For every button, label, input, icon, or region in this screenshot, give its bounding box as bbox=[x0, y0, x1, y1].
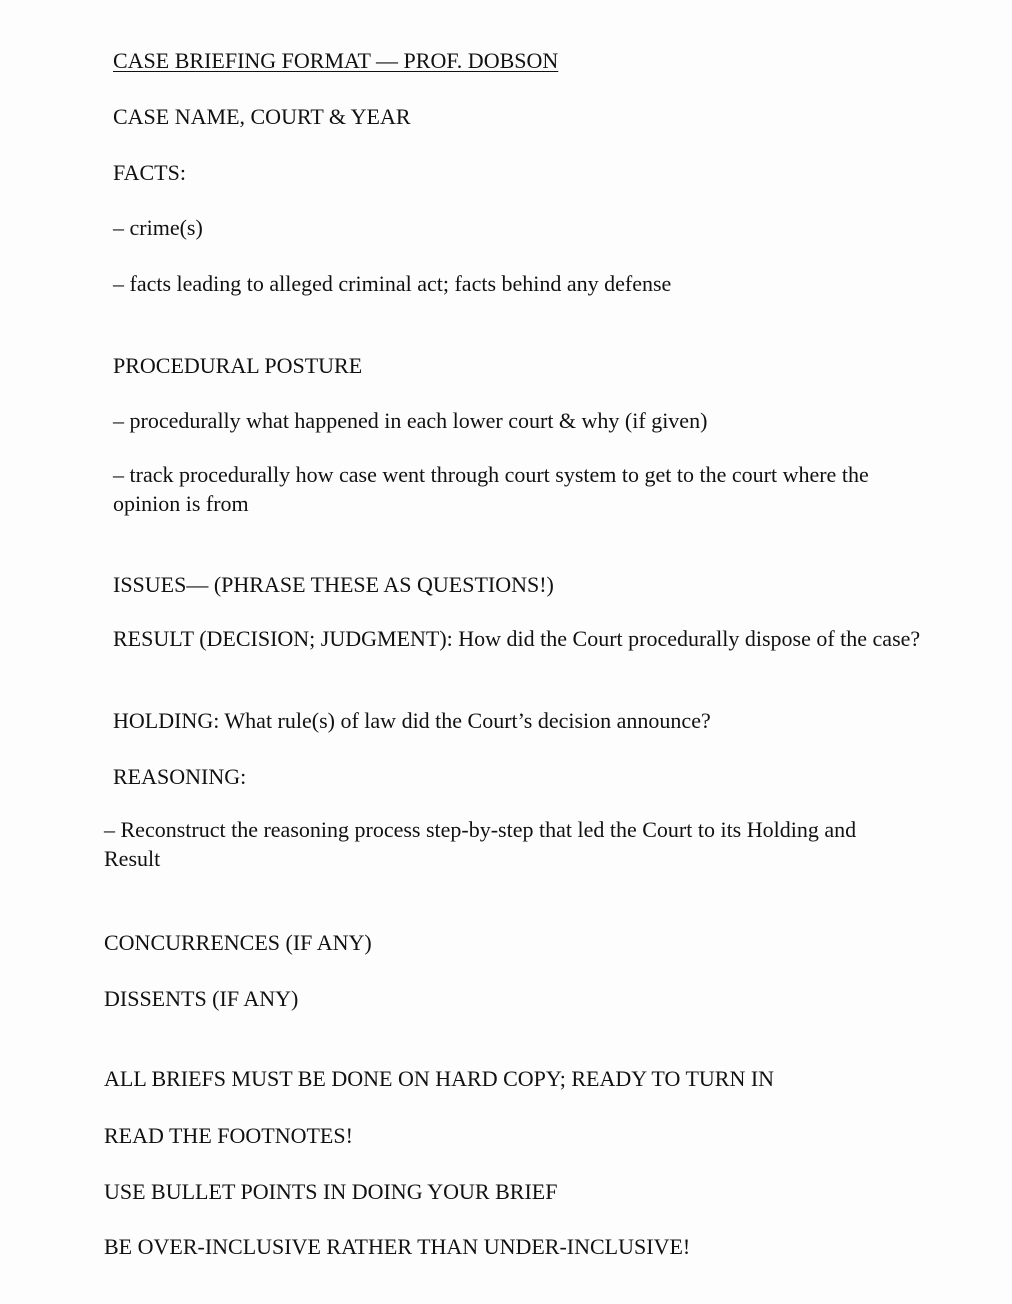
reasoning-heading: REASONING: bbox=[113, 764, 247, 789]
instruction-over-inclusive: BE OVER-INCLUSIVE RATHER THAN UNDER-INCLUSIVE! bbox=[104, 1234, 691, 1259]
instruction-hard-copy: ALL BRIEFS MUST BE DONE ON HARD COPY; READY TO TURN IN bbox=[104, 1066, 775, 1091]
procedural-item-lower-courts: – procedurally what happened in each lower court & why (if given) bbox=[113, 408, 708, 433]
issues-heading: ISSUES— (PHRASE THESE AS QUESTIONS!) bbox=[113, 572, 554, 597]
instruction-bullet-points: USE BULLET POINTS IN DOING YOUR BRIEF bbox=[104, 1179, 558, 1204]
dissents-heading: DISSENTS (IF ANY) bbox=[104, 986, 299, 1011]
procedural-posture-heading: PROCEDURAL POSTURE bbox=[113, 353, 363, 378]
document-title: CASE BRIEFING FORMAT — PROF. DOBSON bbox=[113, 48, 559, 73]
facts-heading: FACTS: bbox=[113, 160, 186, 185]
result-heading: RESULT (DECISION; JUDGMENT): How did the Court procedurally dispose of the case? bbox=[113, 626, 921, 651]
procedural-item-track-case: – track procedurally how case went through court system to get to the court where the opinion is from bbox=[113, 462, 869, 516]
holding-heading: HOLDING: What rule(s) of law did the Court’s decision announce? bbox=[113, 708, 711, 733]
case-name-heading: CASE NAME, COURT & YEAR bbox=[113, 104, 411, 129]
reasoning-item: – Reconstruct the reasoning process step-by-step that led the Court to its Holding and Result bbox=[104, 817, 857, 871]
facts-item-leading-facts: – facts leading to alleged criminal act; facts behind any defense bbox=[113, 271, 672, 296]
facts-item-crimes: – crime(s) bbox=[113, 215, 203, 240]
instruction-footnotes: READ THE FOOTNOTES! bbox=[104, 1123, 353, 1148]
concurrences-heading: CONCURRENCES (IF ANY) bbox=[104, 930, 372, 955]
